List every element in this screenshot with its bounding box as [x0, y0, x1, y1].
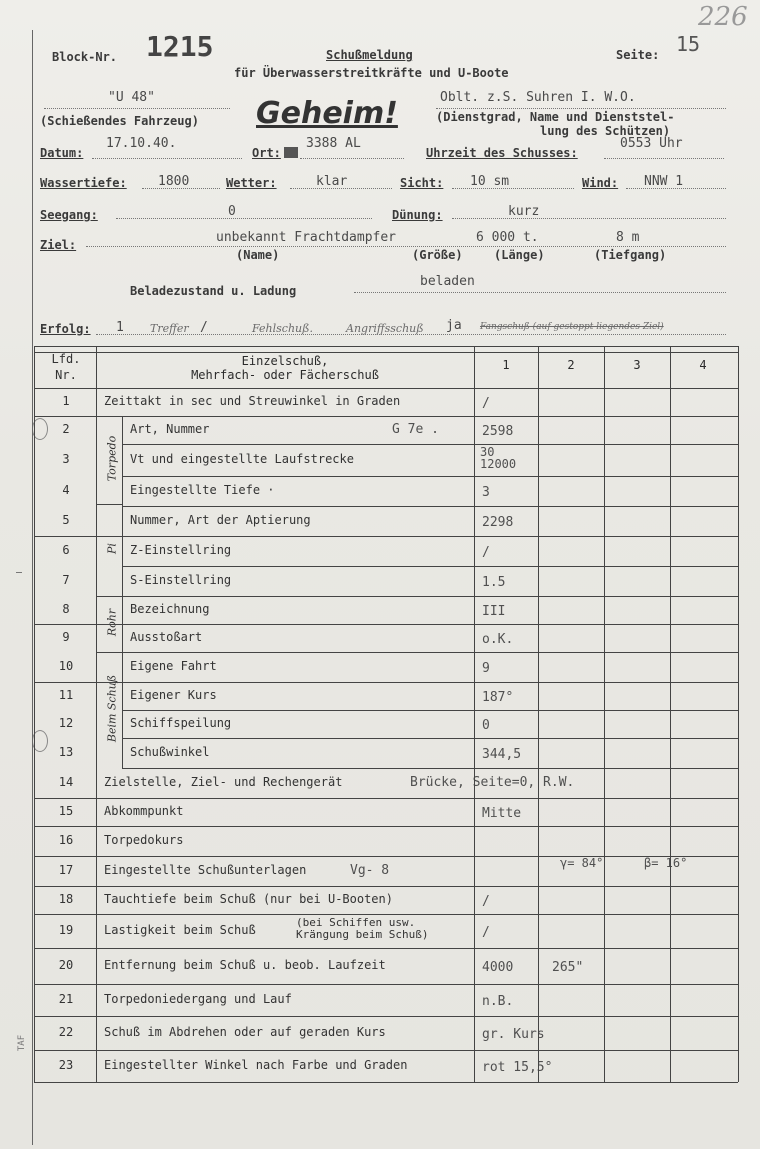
row-number: 17 [58, 863, 74, 877]
row-label: Entfernung beim Schuß u. beob. Laufzeit [104, 958, 386, 972]
row-label: Bezeichnung [130, 602, 210, 616]
date-label: Datum: [40, 146, 84, 160]
load-value: beladen [420, 274, 475, 289]
sea-label: Seegang: [40, 208, 98, 222]
row-value: 1.5 [482, 575, 506, 590]
success-label: Erfolg: [40, 322, 91, 336]
margin-tick [16, 572, 22, 573]
row-number: 15 [58, 804, 74, 818]
weather-label: Wetter: [226, 176, 277, 190]
row-label: Tauchtiefe beim Schuß (nur bei U-Booten) [104, 892, 393, 906]
row-value: gr. Kurs [482, 1027, 545, 1042]
wind-value: NNW 1 [644, 174, 684, 189]
time-label: Uhrzeit des Schusses: [426, 146, 578, 160]
table-vline [670, 346, 671, 1082]
row-number: 5 [62, 513, 70, 527]
place-value: 3388 AL [306, 136, 361, 151]
table-hline [34, 948, 738, 949]
row-label: Schuß im Abdrehen oder auf geraden Kurs [104, 1025, 386, 1039]
row-value: / [482, 925, 490, 940]
col-4: 4 [699, 358, 707, 372]
row-label: Z-Einstellring [130, 543, 232, 557]
row-label: Ausstoßart [130, 630, 203, 644]
target-size: 6 000 t. [476, 230, 539, 245]
row-value: 344,5 [482, 747, 522, 762]
time-dots [604, 158, 724, 159]
row-number: 9 [62, 630, 70, 644]
row-label: Zielstelle, Ziel- und Rechengerät [104, 775, 343, 789]
hits-value: 1 [116, 320, 124, 335]
visibility-value: 10 sm [470, 174, 510, 189]
secret-stamp: Geheim! [256, 96, 398, 131]
col-nr: Nr. [55, 368, 77, 382]
row-number: 14 [58, 775, 74, 789]
table-vline [604, 346, 605, 1082]
col-title-1: Einzelschuß, [241, 354, 329, 368]
target-size-label: (Größe) [412, 248, 463, 262]
date-dots [92, 158, 242, 159]
page-label: Seite: [616, 48, 660, 62]
table-hline [34, 352, 738, 353]
group-hline [96, 652, 122, 653]
row-number: 13 [58, 745, 74, 759]
row-label: Eingestellte Schußunterlagen [104, 863, 307, 877]
group-beim-schuss: Beim Schuß [105, 674, 119, 743]
sea-value: 0 [228, 204, 236, 219]
vessel-dots [44, 108, 230, 109]
row-label: Eingestellter Winkel nach Farbe und Graden [104, 1058, 408, 1072]
row-value: Mitte [482, 806, 522, 821]
row-value-col2: 265" [552, 960, 584, 975]
row-number: 10 [58, 659, 74, 673]
table-hline [34, 1050, 738, 1051]
target-label: Ziel: [40, 238, 77, 252]
table-hline [122, 596, 738, 597]
row-number: 6 [62, 543, 70, 557]
row-number: 18 [58, 892, 74, 906]
sea-dots [116, 218, 372, 219]
table-vline [538, 346, 539, 1082]
table-hline [122, 506, 738, 507]
row-value: / [482, 894, 490, 909]
col-lfd: Lfd. [51, 352, 81, 366]
row-number: 8 [62, 602, 70, 616]
table-hline [34, 536, 738, 537]
row-value-2: 12000 [480, 457, 517, 471]
depth-value: 1800 [158, 174, 190, 189]
row-value: 2298 [482, 515, 514, 530]
table-hline [34, 416, 738, 417]
row-number: 11 [58, 688, 74, 702]
table-hline [34, 624, 738, 625]
block-label: Block-Nr. [52, 50, 118, 64]
load-label: Beladezustand u. Ladung [130, 284, 297, 298]
table-hline [34, 886, 738, 887]
depth-label: Wassertiefe: [40, 176, 127, 190]
target-draft: 8 m [616, 230, 640, 245]
row-value: 3 [482, 485, 490, 500]
row-number: 1 [62, 394, 70, 408]
row-label-note: Krängung beim Schuß) [296, 928, 429, 941]
table-vline [738, 346, 739, 1082]
table-hline [122, 710, 738, 711]
target-value: unbekannt Frachtdampfer [216, 230, 397, 245]
success-dots [96, 334, 726, 335]
row-number: 12 [58, 716, 74, 730]
swell-value: kurz [508, 204, 540, 219]
table-hline [122, 652, 738, 653]
shooter-value: Oblt. z.S. Suhren I. W.O. [440, 90, 636, 105]
hits-label: Treffer [150, 322, 189, 335]
col-3: 3 [633, 358, 641, 372]
table-hline [122, 444, 738, 445]
row-value: 9 [482, 661, 490, 676]
table-hline [34, 826, 738, 827]
row-number: 2 [62, 422, 70, 436]
group-pi: Pi [105, 543, 119, 554]
row-value: 0 [482, 718, 490, 733]
row-number: 19 [58, 923, 74, 937]
table-vline [474, 346, 475, 1082]
block-number: 1215 [146, 30, 214, 63]
place-grid-mark [284, 147, 298, 158]
table-hline [34, 1016, 738, 1017]
row-value: rot 15,5° [482, 1060, 553, 1075]
row-label: Abkommpunkt [104, 804, 184, 818]
row-label: Torpedokurs [104, 833, 184, 847]
shooter-label-1: (Dienstgrad, Name und Dienststel- [436, 110, 675, 124]
miss-label: Fehlschuß. [252, 322, 313, 335]
table-hline [34, 682, 738, 683]
row-value: / [482, 545, 490, 560]
shooter-dots [436, 108, 726, 109]
table-hline [122, 566, 738, 567]
row-label: Lastigkeit beim Schuß [104, 923, 256, 937]
miss-value: / [200, 320, 208, 335]
row-number: 22 [58, 1025, 74, 1039]
shooter-label-2: lung des Schützen) [540, 124, 671, 138]
attack-value: ja [446, 318, 462, 333]
time-value: 0553 Uhr [620, 136, 683, 151]
vessel-label: (Schießendes Fahrzeug) [40, 114, 199, 128]
col-2: 2 [567, 358, 575, 372]
table-hline [122, 738, 738, 739]
corner-note: 226 [698, 2, 748, 32]
target-dots [86, 246, 726, 247]
row-label: Schußwinkel [130, 745, 210, 759]
row-label: Vt und eingestellte Laufstrecke [130, 452, 354, 466]
table-hline [34, 984, 738, 985]
swell-dots [452, 218, 726, 219]
table-hline [34, 1082, 738, 1083]
table-hline [34, 856, 738, 857]
group-torpedo: Torpedo [105, 435, 119, 482]
row-value: III [482, 604, 506, 619]
load-dots [354, 292, 726, 293]
table-hline [122, 476, 738, 477]
table-hline [34, 914, 738, 915]
row-value: / [482, 396, 490, 411]
row-number: 23 [58, 1058, 74, 1072]
row-value: o.K. [482, 632, 514, 647]
row-label: Nummer, Art der Aptierung [130, 513, 311, 527]
col-1: 1 [502, 358, 510, 372]
row-extra: G 7e . [392, 422, 439, 437]
row-label: Schiffspeilung [130, 716, 232, 730]
row-number: 3 [62, 452, 70, 466]
table-hline [34, 798, 738, 799]
table-vline [34, 346, 35, 1082]
group-hline [96, 596, 122, 597]
row-value: 2598 [482, 424, 514, 439]
place-label: Ort: [252, 146, 281, 160]
target-draft-label: (Tiefgang) [594, 248, 667, 262]
page-number: 15 [676, 32, 701, 56]
vessel-value: "U 48" [108, 90, 155, 105]
row-number: 20 [58, 958, 74, 972]
group-rohr: Rohr [105, 608, 119, 637]
table-vline [96, 346, 97, 1082]
row-extra-gamma: γ= 84° [560, 856, 604, 870]
row-number: 16 [58, 833, 74, 847]
form-title: Schußmeldung [326, 48, 413, 62]
row-label: Eigener Kurs [130, 688, 217, 702]
target-length-label: (Länge) [494, 248, 545, 262]
row-label: Zeittakt in sec und Streuwinkel in Graden [104, 394, 401, 408]
row-label: S-Einstellring [130, 573, 232, 587]
row-label-note: (bei Schiffen usw. [296, 916, 416, 929]
margin-note: TAF [17, 1034, 28, 1052]
target-name-label: (Name) [236, 248, 280, 262]
wind-label: Wind: [582, 176, 619, 190]
form-subtitle: für Überwasserstreitkräfte und U-Boote [234, 66, 509, 80]
group-vline [122, 416, 123, 768]
row-extra-beta: β= 16° [644, 856, 688, 870]
row-extra: Vg- 8 [350, 863, 390, 878]
row-extra: Brücke, Seite=0, R.W. [410, 775, 575, 790]
row-number: 21 [58, 992, 74, 1006]
table-top-line [34, 346, 738, 347]
visibility-label: Sicht: [400, 176, 444, 190]
row-value: 30 [480, 445, 495, 459]
table-hline [122, 768, 738, 769]
swell-label: Dünung: [392, 208, 443, 222]
attack-label: Angriffsschuß [346, 322, 424, 335]
row-label: Art, Nummer [130, 422, 210, 436]
row-label: Torpedoniedergang und Lauf [104, 992, 292, 1006]
row-label: Eingestellte Tiefe · [130, 483, 275, 497]
row-value: 187° [482, 690, 514, 705]
date-value: 17.10.40. [106, 136, 177, 151]
page-edge [32, 30, 33, 1145]
row-value: n.B. [482, 994, 514, 1009]
place-dots [300, 158, 404, 159]
weather-value: klar [316, 174, 348, 189]
row-number: 4 [62, 483, 70, 497]
row-value: 4000 [482, 960, 514, 975]
col-title-2: Mehrfach- oder Fächerschuß [191, 368, 379, 382]
group-hline [96, 504, 122, 505]
table-hline [34, 388, 738, 389]
struck-label: Fangschuß (auf gestoppt liegendes Ziel) [480, 322, 664, 332]
row-number: 7 [62, 573, 70, 587]
row-label: Eigene Fahrt [130, 659, 217, 673]
